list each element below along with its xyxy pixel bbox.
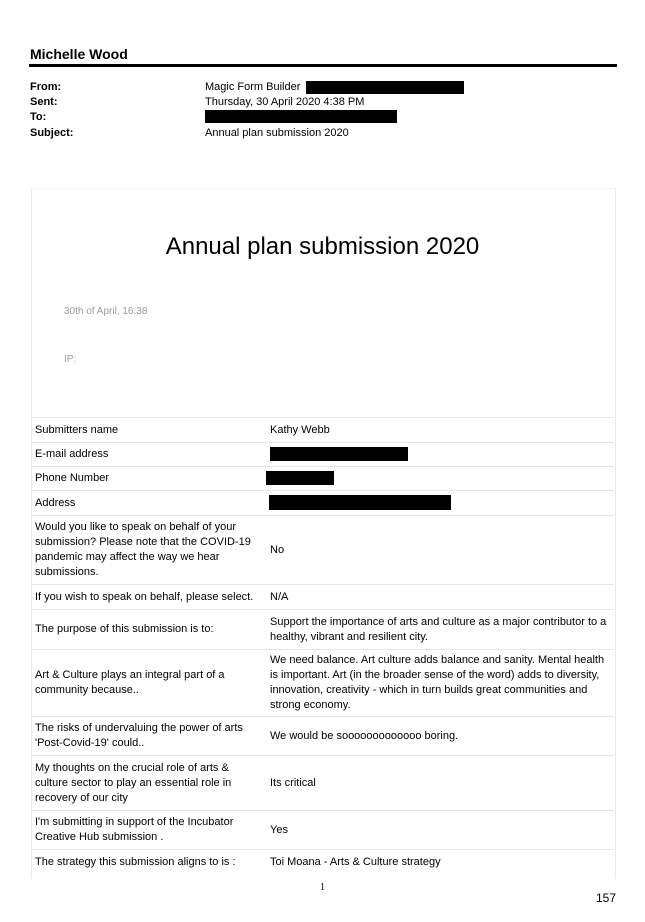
sender-name: Michelle Wood — [30, 46, 128, 62]
row-question: My thoughts on the crucial role of arts & culture sector to play an essential role in recovery of our city — [35, 761, 232, 804]
row-question: Phone Number — [35, 472, 109, 484]
row-question: E-mail address — [35, 448, 109, 460]
page-number: 1 — [320, 882, 325, 893]
from-sender: Magic Form Builder — [205, 81, 301, 93]
row-answer: We would be sooooooooooooo boring. — [270, 729, 459, 742]
table-row — [31, 584, 614, 609]
redacted-email — [270, 447, 408, 461]
subject-value: Annual plan submission 2020 — [205, 127, 349, 139]
row-answer: Kathy Webb — [270, 423, 330, 436]
row-answer: Yes — [270, 823, 288, 836]
from-label: From: — [30, 81, 62, 93]
row-answer: Support the importance of arts and culture as a major contributor to a healthy, vibrant and resilient city. — [270, 615, 607, 643]
redacted-phone — [266, 471, 334, 485]
row-question: The risks of undervaluing the power of arts 'Post-Covid-19' could.. — [35, 722, 243, 749]
table-row — [31, 716, 614, 755]
to-value — [205, 109, 397, 124]
sent-label: Sent: — [30, 96, 58, 108]
row-answer — [266, 447, 614, 462]
document-number: 157 — [595, 891, 616, 905]
row-question: Submitters name — [35, 423, 119, 436]
table-row — [31, 810, 614, 849]
row-question: The strategy this submission aligns to is : — [35, 856, 236, 868]
table-row — [31, 417, 614, 442]
row-question: The purpose of this submission is to: — [35, 623, 214, 635]
table-row — [31, 649, 614, 716]
table-row — [31, 849, 614, 875]
row-answer — [266, 471, 614, 486]
table-row — [31, 442, 614, 466]
redacted-address — [269, 495, 451, 510]
row-question: Art & Culture plays an integral part of a community because.. — [35, 669, 225, 696]
row-answer: No — [270, 543, 285, 556]
row-question: Would you like to speak on behalf of your submission? Please note that the COVID-19 pandemic may affect the way we hear submissions. — [35, 521, 251, 578]
row-question: I'm submitting in support of the Incubator Creative Hub submission . — [35, 816, 234, 843]
row-question: If you wish to speak on behalf, please select. — [35, 590, 254, 603]
row-answer: Toi Moana - Arts & Culture strategy — [270, 856, 441, 868]
redacted-from-email — [306, 81, 464, 94]
ip-label: IP: — [64, 354, 77, 365]
header-divider — [29, 64, 617, 67]
redacted-to-email — [205, 110, 397, 123]
table-row — [31, 490, 614, 515]
form-title: Annual plan submission 2020 — [165, 233, 480, 260]
submission-date: 30th of April, 16:38 — [64, 306, 148, 317]
submission-table — [31, 417, 614, 875]
sent-value: Thursday, 30 April 2020 4:38 PM — [205, 96, 365, 108]
row-answer: We need balance. Art culture adds balance and sanity. Mental health is important. Art (in the broader sense of the word) adds to diversity, innovation, creativity - which in turn builds great communities and strong economy. — [270, 654, 605, 711]
from-value — [205, 80, 464, 95]
row-answer: N/A — [270, 590, 289, 603]
table-row — [31, 609, 614, 649]
table-row — [31, 755, 614, 810]
to-label: To: — [30, 111, 47, 123]
table-row — [31, 466, 614, 490]
subject-label: Subject: — [30, 127, 74, 139]
table-row — [31, 515, 614, 584]
row-answer — [266, 495, 614, 510]
row-answer: Its critical — [270, 776, 316, 789]
row-question: Address — [35, 496, 76, 509]
